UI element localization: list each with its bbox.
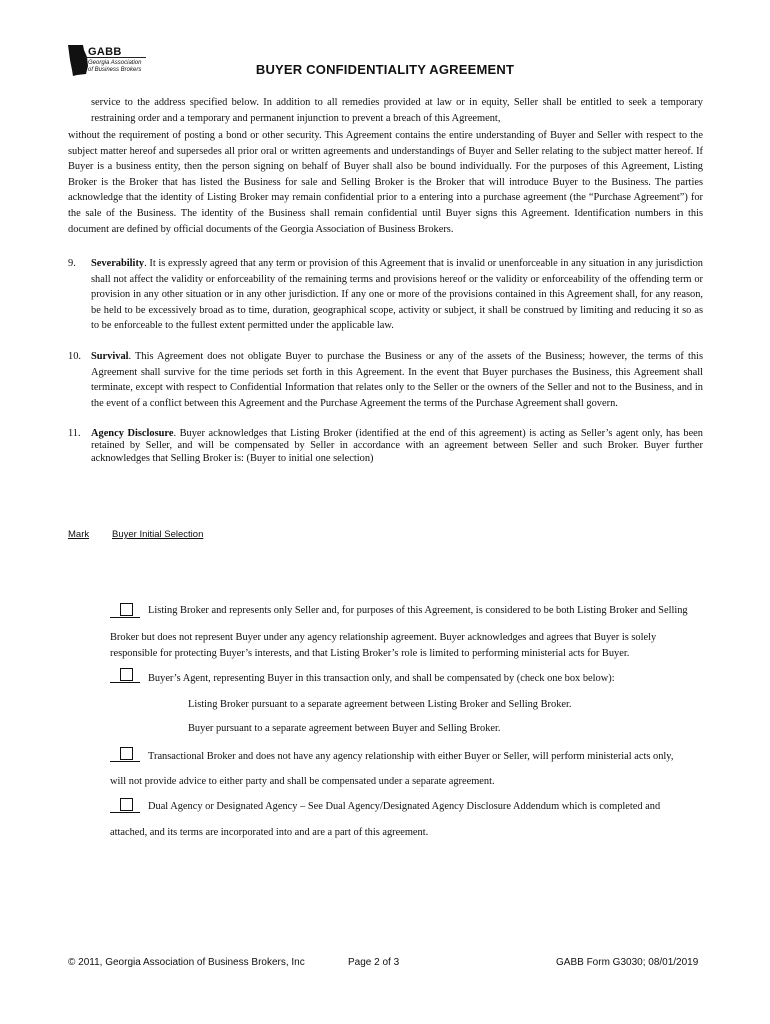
section-heading: Agency Disclosure: [91, 428, 174, 439]
option-listing-broker-cont: Broker but does not represent Buyer under any agency relationship agreement. Buyer acknowledges and agrees that Buyer is solely: [110, 632, 657, 643]
section-text: . This Agreement does not obligate Buyer to purchase the Business or any of the assets of the Business; however, the terms of this Agreement shall survive for the time periods set forth in this Agreement. In the event that Buyer purchases the Business, this Agreement shall terminate, except with respect to Confidential Information that relates only to the Seller or the owners of the Seller and not to the Business, and in the event of a conflict between this Agreement and the Purchase Agreement the terms of the Purchase Agreement shall govern.: [91, 351, 703, 409]
initial-line-listing-broker[interactable]: [110, 603, 140, 618]
footer-copyright: © 2011, Georgia Association of Business Brokers, Inc: [68, 957, 305, 968]
initial-line-transactional-broker[interactable]: [110, 747, 140, 762]
option-listing-broker-cont2: responsible for protecting Buyer’s interests, and that Listing Broker’s role is limited to performing ministerial acts for Buyer.: [110, 648, 630, 659]
option-listing-broker: Listing Broker and represents only Seller and, for purposes of this Agreement, is considered to be both Listing Broker and Selling: [148, 605, 688, 616]
section-heading: Severability: [91, 258, 145, 269]
section-number: 11.: [68, 428, 81, 439]
initial-line-dual-agency[interactable]: [110, 798, 140, 813]
continued-paragraph: service to the address specified below. In addition to all remedies provided at law or in equity, Seller shall be entitled to seek a temporary restraining order and a temporary and permanent injunction to prevent a breach of this Agreement,: [91, 97, 703, 124]
logo-subtitle-1: Georgia Association: [88, 60, 142, 66]
option-dual-agency: Dual Agency or Designated Agency – See Dual Agency/Designated Agency Disclosure Addendum which is completed and: [148, 801, 661, 812]
document-title: BUYER CONFIDENTIALITY AGREEMENT: [255, 62, 515, 77]
option-buyers-agent-sub1: Listing Broker pursuant to a separate agreement between Listing Broker and Selling Broker.: [188, 699, 572, 710]
section-severability: [68, 256, 703, 334]
option-transactional-broker: Transactional Broker and does not have any agency relationship with either Buyer or Seller, will perform ministerial acts only,: [148, 751, 674, 762]
initial-line-buyers-agent[interactable]: [110, 668, 140, 683]
option-buyers-agent-sub2: Buyer pursuant to a separate agreement between Buyer and Selling Broker.: [188, 723, 501, 734]
checkbox-listing-broker[interactable]: [120, 603, 133, 616]
checkbox-dual-agency[interactable]: [120, 798, 133, 811]
main-paragraph: without the requirement of posting a bond or other security. This Agreement contains the entire understanding of Buyer and Seller with respect to the subject matter hereof and supersedes all prior oral or written agreements and understandings of Buyer and Seller relating to the subject matter hereof. If Buyer is a business entity, then the person signing on behalf of Buyer shall also be bound individually. For the purposes of this Agreement, Listing Broker is the Broker that has listed the Business for sale and Selling Broker is the Broker that will introduce Buyer to the Business. The parties acknowledge that the identity of Listing Broker may remain confidential prior to a entering into a purchase agreement (the “Purchase Agreement”) for the sale of the Business. The identity of the Business shall remain confidential until Buyer signs this Agreement. Identification numbers in this document are defined by official documents of the Georgia Association of Business Brokers.: [68, 130, 703, 235]
section-number: 10.: [68, 351, 81, 362]
selection-column-header: Buyer Initial Selection: [112, 529, 204, 540]
logo-abbr: GABB: [88, 46, 122, 58]
checkbox-transactional-broker[interactable]: [120, 747, 133, 760]
footer-form-id: GABB Form G3030; 08/01/2019: [556, 957, 699, 968]
section-number: 9.: [68, 258, 76, 269]
mark-column-header: Mark: [68, 529, 90, 540]
section-text: . Buyer acknowledges that Listing Broker (identified at the end of this agreement) is acting as Seller’s agent only, has been retained by Seller, and will be compensated by Seller in accordance with an agreement between Seller and such Broker. Buyer further acknowledges that Selling Broker is: (Buyer to initial one selection): [91, 428, 703, 464]
checkbox-buyers-agent[interactable]: [120, 668, 133, 681]
section-survival: [68, 349, 703, 411]
footer-page-number: Page 2 of 3: [348, 957, 400, 968]
option-buyers-agent: Buyer’s Agent, representing Buyer in this transaction only, and shall be compensated by (check one box below):: [148, 673, 615, 684]
logo-subtitle-2: of Business Brokers: [88, 67, 142, 73]
section-text: . It is expressly agreed that any term or provision of this Agreement that is invalid or unenforceable in any situation in any jurisdiction shall not affect the validity or enforceability of the remaining terms and provisions hereof or the validity or enforceability of the offending term or provision in any other situation or in any other jurisdiction. If any one or more of the provisions contained in this Agreement shall, for any reason, be held to be excessively broad as to time, duration, geographical scope, activity or subject, it shall be construed by limiting and reducing it so as to be enforceable to the fullest extent permitted under the applicable law.: [91, 258, 703, 332]
section-heading: Survival: [91, 351, 129, 362]
option-dual-agency-cont: attached, and its terms are incorporated into and are a part of this agreement.: [110, 827, 429, 838]
option-transactional-broker-cont: will not provide advice to either party and shall be compensated under a separate agreement.: [110, 776, 495, 787]
section-agency-disclosure: [68, 428, 703, 465]
